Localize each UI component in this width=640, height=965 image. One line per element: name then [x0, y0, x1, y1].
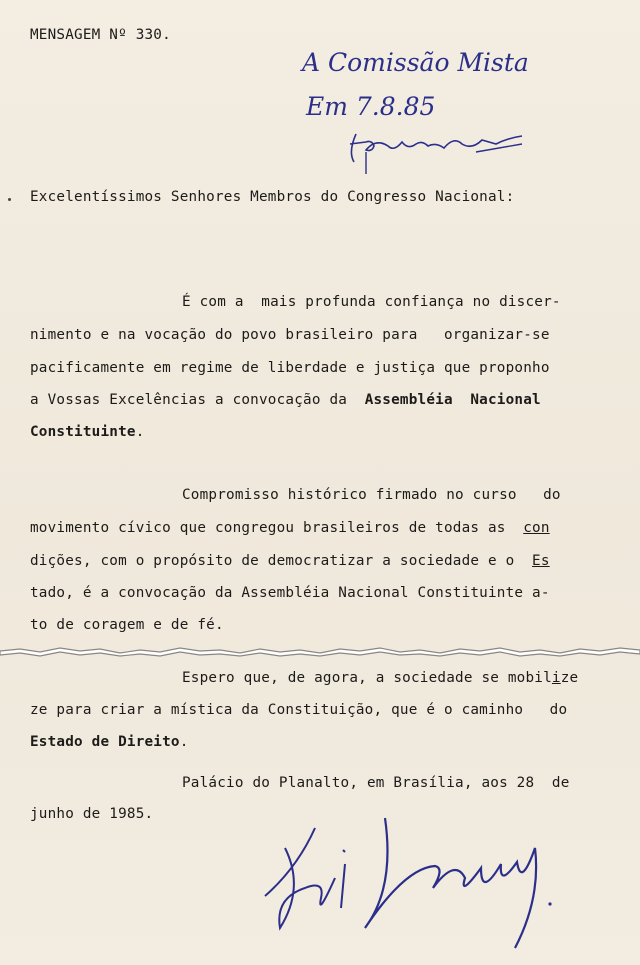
p3-line1	[182, 670, 578, 687]
p1-line2: nimento e na vocação do povo brasileiro para organizar-se	[30, 327, 550, 343]
p2-line5: to de coragem e de fé.	[30, 617, 224, 633]
p2-line1: Compromisso histórico firmado no curso do	[182, 487, 561, 503]
p3-line1-text: Espero que, de agora, a sociedade se mobil	[182, 670, 552, 686]
p2-line2-text: movimento cívico que congregou brasileiros de todas as	[30, 520, 524, 536]
margin-dot	[8, 198, 11, 201]
p3-line2: ze para criar a mística da Constituição, que é o caminho do	[30, 702, 568, 718]
p1-line5-bold: Constituinte	[30, 424, 136, 440]
p1-line1: É com a mais profunda confiança no discer-	[182, 294, 561, 310]
p3-line3-bold: Estado de Direito	[30, 734, 180, 750]
p3-line1-i: i	[551, 670, 561, 686]
annotation-initials	[336, 122, 536, 182]
p2-line4: tado, é a convocação da Assembléia Nacional Constituinte a-	[30, 585, 550, 601]
p2-line2-hyphen: con	[523, 520, 550, 536]
p1-line4-text: a Vossas Excelências a convocação da	[30, 392, 365, 408]
p2-line3-text: dições, com o propósito de democratizar a sociedade e o	[30, 553, 533, 569]
p1-line4	[30, 392, 541, 409]
annotation-commission: A Comissão Mista	[302, 48, 529, 77]
closing-line1: Palácio do Planalto, em Brasília, aos 28 de	[182, 775, 570, 791]
p1-line5-end: .	[135, 424, 145, 440]
p3-line1-ze: ze	[560, 670, 579, 686]
torn-edge	[0, 640, 640, 664]
salutation: Excelentíssimos Senhores Membros do Congresso Nacional:	[30, 189, 515, 205]
annotation-date: Em 7.8.85	[306, 92, 436, 121]
p2-line3	[30, 553, 550, 570]
p2-line2	[30, 520, 550, 537]
message-number: MENSAGEM Nº 330.	[30, 27, 171, 43]
p1-line4-bold: Assembléia Nacional	[364, 392, 541, 408]
p1-line5	[30, 424, 145, 441]
p3-line3	[30, 734, 189, 751]
p1-line3: pacificamente em regime de liberdade e justiça que proponho	[30, 360, 550, 376]
p2-line3-hyphen: Es	[532, 553, 550, 569]
closing-line2: junho de 1985.	[30, 806, 154, 822]
signature	[245, 808, 575, 958]
p3-line3-end: .	[179, 734, 189, 750]
